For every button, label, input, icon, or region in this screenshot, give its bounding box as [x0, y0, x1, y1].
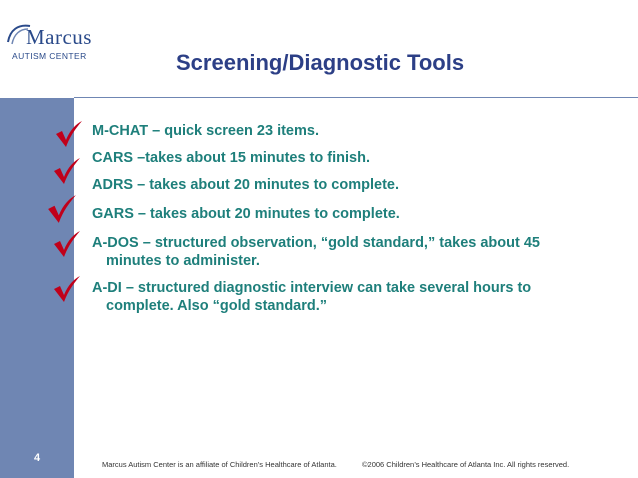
list-item [92, 149, 602, 167]
item-text: M-CHAT – quick screen 23 items. [92, 123, 319, 139]
item-text: A-DI – structured diagnostic interview can take several hours to [92, 280, 532, 296]
item-text-continued: complete. Also “gold standard.” [106, 298, 328, 314]
list-item [92, 205, 602, 223]
list-item [92, 234, 602, 270]
footer-copyright: ©2006 Children’s Healthcare of Atlanta Inc. All rights reserved. [362, 460, 570, 469]
item-text: CARS –takes about 15 minutes to finish. [92, 150, 370, 166]
slide-title: Screening/Diagnostic Tools [176, 50, 465, 75]
checkmark-icon [52, 230, 82, 258]
page-number: 4 [34, 452, 41, 464]
list-item [92, 122, 602, 140]
list-item [92, 279, 602, 315]
item-text-continued: minutes to administer. [106, 253, 260, 269]
marcus-logo [4, 20, 92, 66]
item-text: GARS – takes about 20 minutes to complete. [92, 206, 400, 222]
checkmark-icon [46, 194, 78, 224]
logo-name: Marcus [26, 25, 92, 49]
checkmark-icon [54, 120, 84, 148]
header-divider [74, 97, 638, 98]
footer-affiliation: Marcus Autism Center is an affiliate of Children’s Healthcare of Atlanta. [102, 460, 337, 469]
item-text: ADRS – takes about 20 minutes to complete. [92, 177, 399, 193]
logo-subtitle: AUTISM CENTER [12, 51, 87, 61]
checkmark-icon [52, 275, 82, 303]
list-item [92, 176, 602, 194]
checkmark-icon [52, 157, 82, 185]
item-text: A-DOS – structured observation, “gold standard,” takes about 45 [92, 235, 540, 251]
